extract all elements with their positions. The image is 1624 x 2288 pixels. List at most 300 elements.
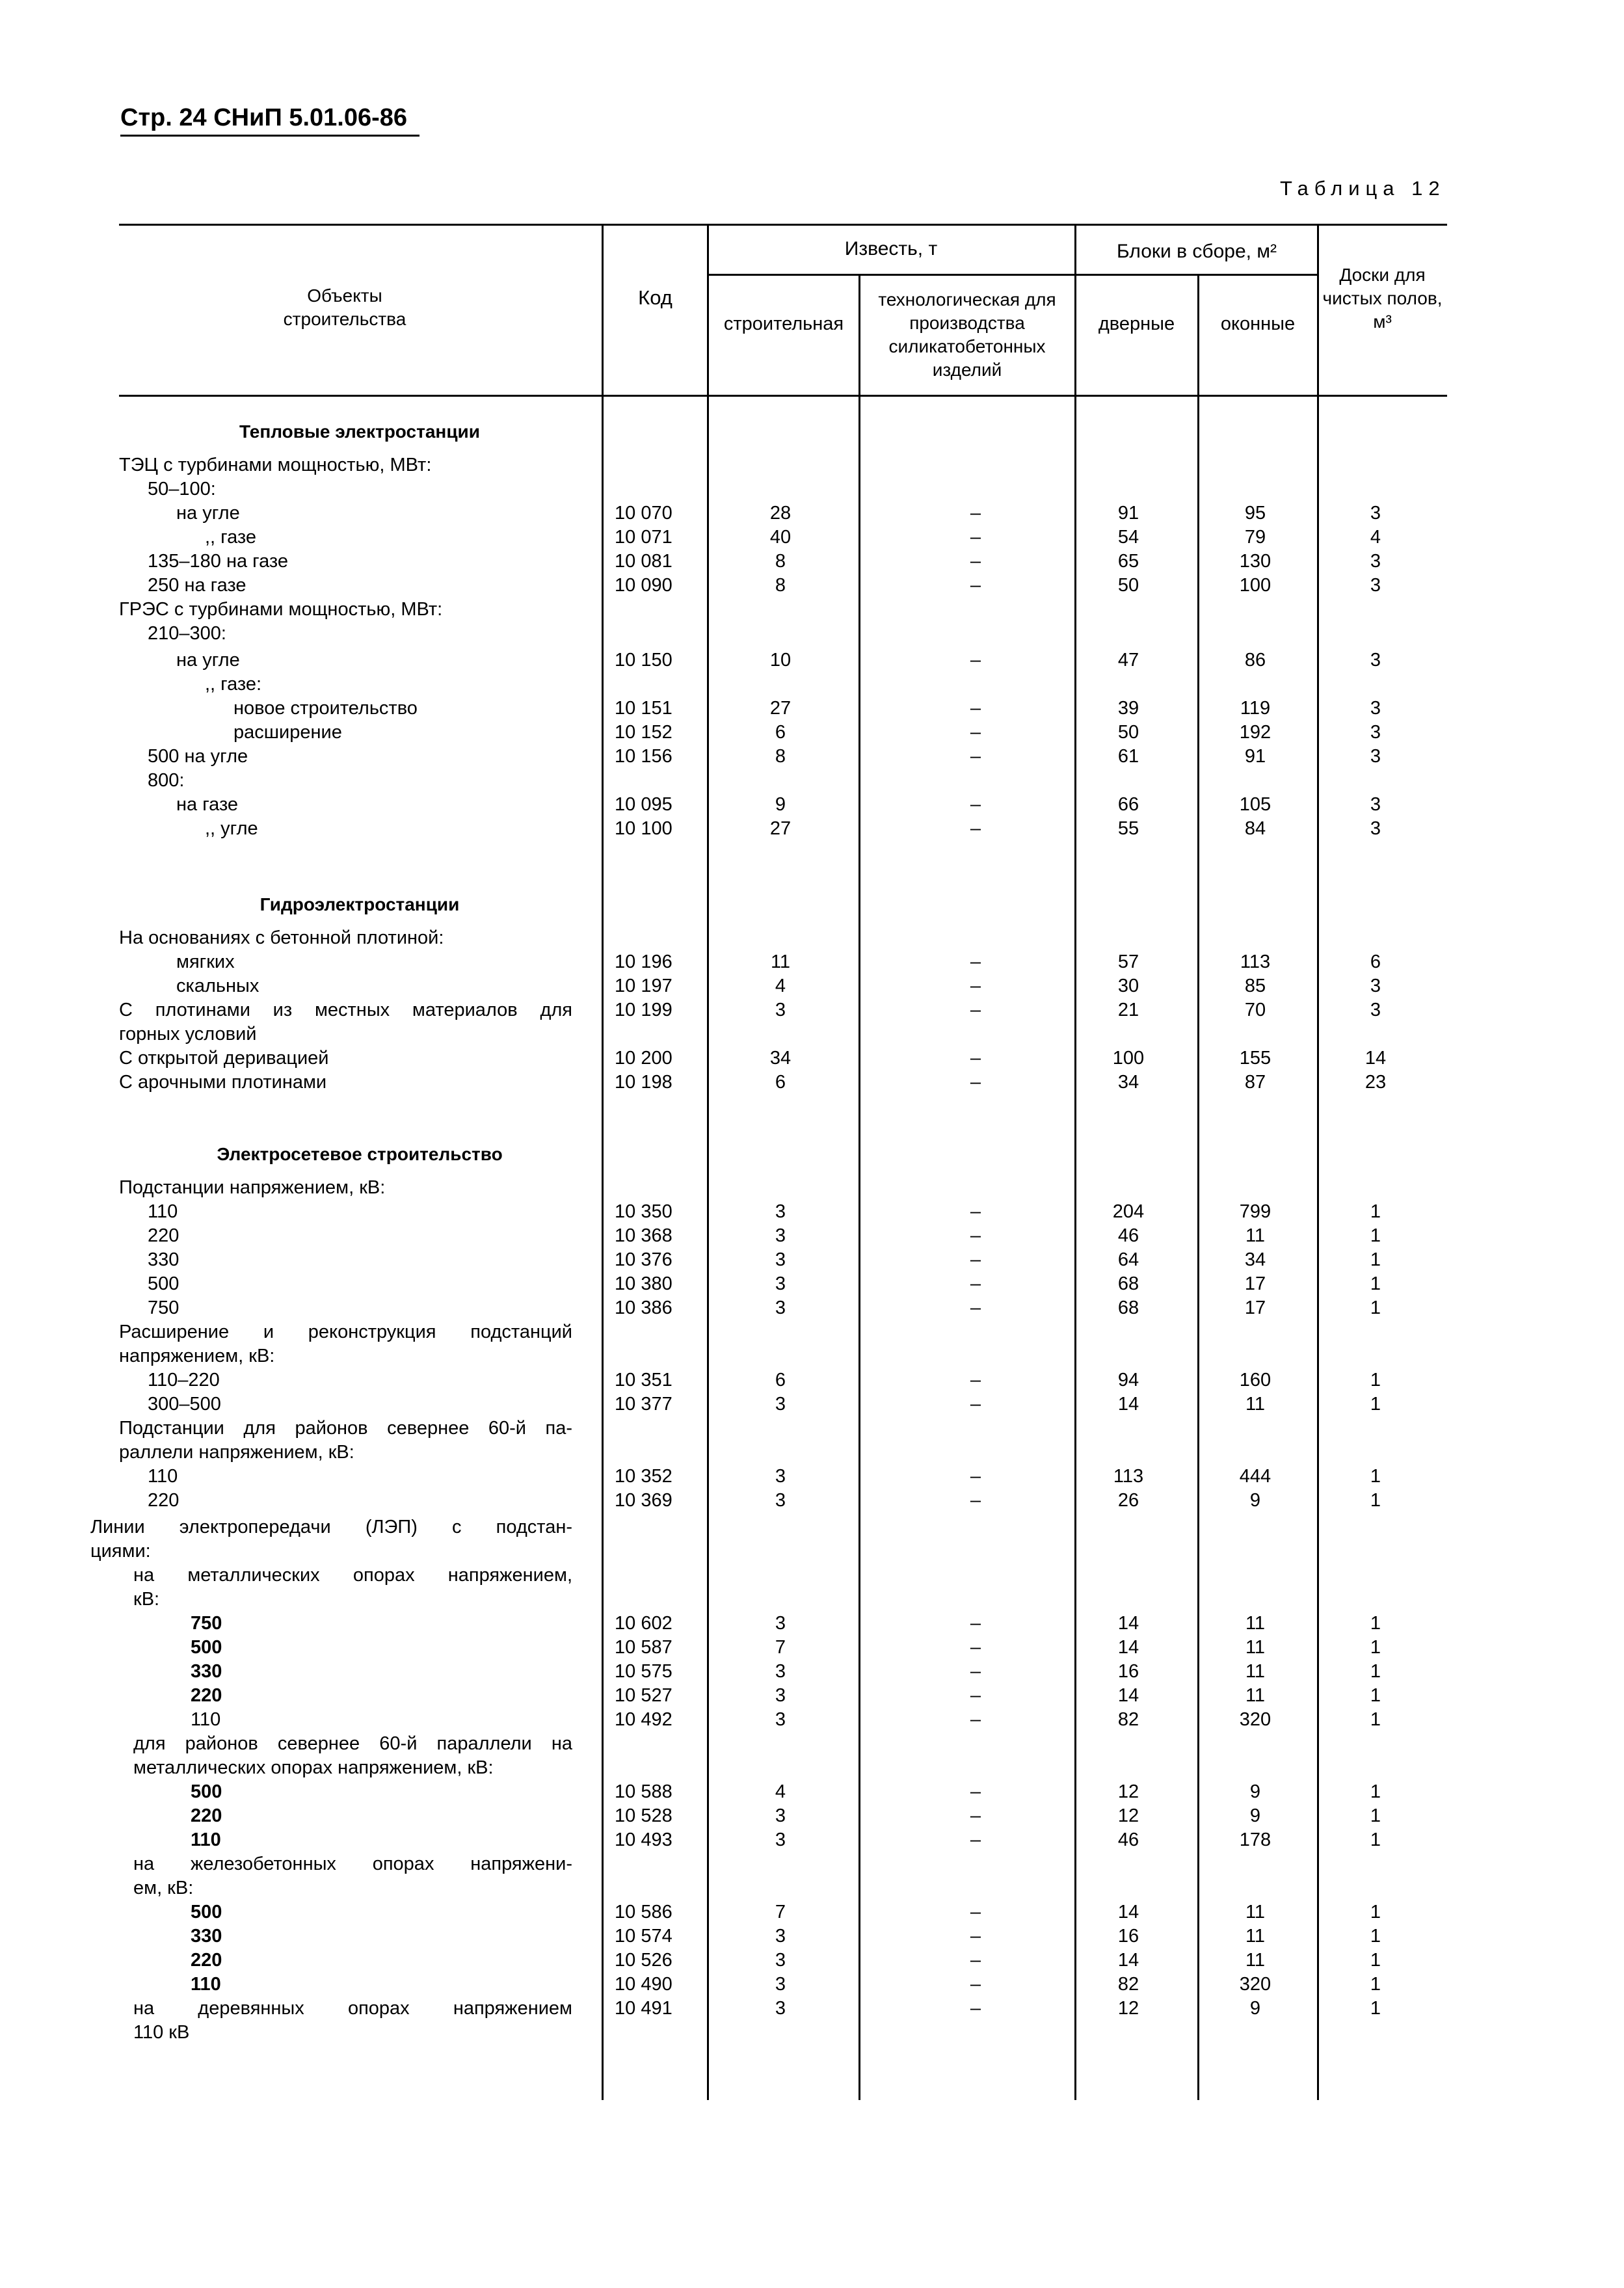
row-label: 500 [191, 1637, 222, 1658]
boards-value: 1 [1370, 1394, 1381, 1415]
table-row [0, 1539, 1624, 1563]
lime-tech-value: – [970, 976, 981, 996]
section-title: Гидроэлектростанции [260, 894, 460, 914]
boards-value: 1 [1370, 1781, 1381, 1802]
window-blocks-value: 130 [1239, 551, 1271, 572]
lime-building-value: 3 [775, 1926, 786, 1947]
door-blocks-value: 64 [1117, 1249, 1139, 1270]
row-label: 110 [191, 1709, 221, 1730]
row-label: на угле [176, 503, 240, 524]
lime-tech-value: – [970, 1685, 981, 1706]
boards-value: 1 [1370, 1950, 1381, 1971]
lime-tech-value: – [970, 722, 981, 743]
table-row [0, 1465, 1624, 1489]
lime-tech-value: – [970, 1490, 981, 1511]
row-code: 10 490 [615, 1974, 672, 1995]
row-code: 10 386 [615, 1297, 672, 1318]
row-code: 10 197 [615, 976, 672, 996]
row-code: 10 070 [615, 503, 672, 524]
boards-value: 23 [1364, 1072, 1387, 1093]
window-blocks-value: 87 [1244, 1072, 1266, 1093]
lime-tech-value: – [970, 1370, 981, 1390]
row-label: 110 [148, 1466, 178, 1487]
table-row [0, 622, 1624, 646]
lime-tech-value: – [970, 575, 981, 596]
table-row [0, 477, 1624, 501]
lime-tech-value: – [970, 818, 981, 839]
row-label: на железобетонных опорах напряжени- [133, 1854, 572, 1874]
lime-tech-value: – [970, 794, 981, 815]
row-label: Подстанции для районов севернее 60-й па- [119, 1418, 572, 1439]
section-title: Электросетевое строительство [217, 1144, 503, 1164]
table-row [0, 1071, 1624, 1095]
lime-building-value: 3 [775, 1950, 786, 1971]
section-heading-row [0, 1142, 1624, 1166]
lime-tech-value: – [970, 1661, 981, 1682]
door-blocks-value: 26 [1117, 1490, 1139, 1511]
table-row [0, 1588, 1624, 1612]
window-blocks-value: 11 [1245, 1394, 1266, 1415]
table-number: Таблица 12 [1280, 177, 1446, 200]
row-code: 10 369 [615, 1490, 672, 1511]
boards-value: 1 [1370, 1974, 1381, 1995]
table-row [0, 598, 1624, 622]
window-blocks-value: 444 [1239, 1466, 1271, 1487]
table-row [0, 1660, 1624, 1684]
window-blocks-value: 85 [1244, 976, 1266, 996]
door-blocks-value: 100 [1112, 1048, 1145, 1069]
lime-tech-value: – [970, 1297, 981, 1318]
lime-tech-value: – [970, 1072, 981, 1093]
door-blocks-value: 50 [1117, 575, 1139, 596]
row-label: ,, угле [205, 818, 258, 839]
table-row [0, 648, 1624, 672]
window-blocks-value: 178 [1239, 1829, 1271, 1850]
lime-building-value: 3 [775, 1974, 786, 1995]
row-label: 220 [148, 1490, 180, 1511]
table-row [0, 1489, 1624, 1513]
lime-tech-value: – [970, 1613, 981, 1634]
table-row [0, 1176, 1624, 1200]
lime-building-value: 6 [775, 1072, 786, 1093]
window-blocks-value: 11 [1245, 1685, 1266, 1706]
window-blocks-value: 320 [1239, 1709, 1271, 1730]
table-row [0, 574, 1624, 598]
boards-value: 1 [1370, 1902, 1381, 1922]
table-row [0, 1563, 1624, 1588]
row-code: 10 587 [615, 1637, 672, 1658]
window-blocks-value: 84 [1244, 818, 1266, 839]
lime-building-value: 3 [775, 1661, 786, 1682]
lime-tech-value: – [970, 1974, 981, 1995]
lime-tech-value: – [970, 551, 981, 572]
row-code: 10 156 [615, 746, 672, 767]
row-label: 500 на угле [148, 746, 248, 767]
row-code: 10 574 [615, 1926, 672, 1947]
boards-value: 1 [1370, 1998, 1381, 2019]
table-top-rule [119, 224, 1447, 226]
boards-value: 1 [1370, 1709, 1381, 1730]
table-row [0, 1515, 1624, 1539]
row-label: на деревянных опорах напряжением [133, 1998, 572, 2019]
row-label: 750 [148, 1297, 180, 1318]
row-label: для районов севернее 60-й параллели на [133, 1733, 572, 1754]
lime-building-value: 3 [775, 1249, 786, 1270]
table-row [0, 1200, 1624, 1224]
lime-tech-value: – [970, 1201, 981, 1222]
boards-value: 1 [1370, 1805, 1381, 1826]
table-row [0, 950, 1624, 974]
table-row [0, 1612, 1624, 1636]
boards-value: 3 [1370, 503, 1381, 524]
lime-building-value: 3 [775, 1297, 786, 1318]
boards-value: 1 [1370, 1249, 1381, 1270]
table-row [0, 1900, 1624, 1924]
row-code: 10 200 [615, 1048, 672, 1069]
row-label: мягких [176, 951, 235, 972]
boards-value: 14 [1364, 1048, 1387, 1069]
row-code: 10 586 [615, 1902, 672, 1922]
window-blocks-value: 11 [1245, 1902, 1266, 1922]
row-label: Подстанции напряжением, кВ: [119, 1177, 386, 1198]
window-blocks-value: 11 [1245, 1225, 1266, 1246]
table-row [0, 525, 1624, 550]
row-label: на металлических опорах напряжением, [133, 1565, 572, 1586]
section-heading-row [0, 419, 1624, 444]
boards-value: 1 [1370, 1829, 1381, 1850]
row-label: 220 [148, 1225, 180, 1246]
boards-value: 3 [1370, 650, 1381, 671]
boards-value: 1 [1370, 1637, 1381, 1658]
table-row [0, 817, 1624, 841]
table-row [0, 1973, 1624, 1997]
lime-building-value: 3 [775, 1466, 786, 1487]
table-row [0, 1852, 1624, 1876]
table-row [0, 2021, 1624, 2045]
window-blocks-value: 34 [1244, 1249, 1266, 1270]
row-label: Расширение и реконструкция подстанций [119, 1322, 572, 1342]
blocks-subheader-rule [1074, 274, 1318, 276]
boards-value: 3 [1370, 575, 1381, 596]
row-label: 110 [191, 1829, 221, 1850]
door-blocks-value: 204 [1112, 1201, 1145, 1222]
window-blocks-value: 113 [1240, 951, 1271, 972]
row-code: 10 491 [615, 1998, 672, 2019]
lime-tech-value: – [970, 1902, 981, 1922]
door-blocks-value: 91 [1117, 503, 1139, 524]
lime-tech-value: – [970, 1709, 981, 1730]
section-heading-row [0, 892, 1624, 916]
window-blocks-value: 86 [1244, 650, 1266, 671]
lime-tech-value: – [970, 698, 981, 719]
boards-value: 1 [1370, 1661, 1381, 1682]
table-row [0, 1756, 1624, 1780]
table-row [0, 672, 1624, 697]
table-row [0, 721, 1624, 745]
table-row [0, 1708, 1624, 1732]
row-label: на угле [176, 650, 240, 671]
table-row [0, 1441, 1624, 1465]
row-label: Линии электропередачи (ЛЭП) с подстан- [90, 1517, 572, 1537]
door-blocks-value: 68 [1117, 1297, 1139, 1318]
door-blocks-value: 68 [1117, 1273, 1139, 1294]
row-label: ем, кВ: [133, 1878, 194, 1898]
lime-building-value: 3 [775, 1490, 786, 1511]
window-blocks-value: 9 [1249, 1998, 1261, 2019]
window-blocks-value: 11 [1245, 1950, 1266, 1971]
door-blocks-value: 55 [1117, 818, 1139, 839]
lime-building-value: 8 [775, 551, 786, 572]
door-blocks-value: 12 [1117, 1805, 1139, 1826]
lime-building-value: 3 [775, 1000, 786, 1020]
table-row [0, 745, 1624, 769]
window-blocks-value: 95 [1244, 503, 1266, 524]
row-label: 110 [148, 1201, 178, 1222]
row-code: 10 152 [615, 722, 672, 743]
window-blocks-value: 155 [1239, 1048, 1271, 1069]
row-label: 50–100: [148, 479, 216, 499]
row-label: 110 [191, 1974, 221, 1995]
door-blocks-value: 21 [1117, 1000, 1139, 1020]
row-label: 500 [191, 1781, 222, 1802]
row-label: ,, газе [205, 527, 257, 548]
row-label: на газе [176, 794, 239, 815]
table-row [0, 1320, 1624, 1344]
table-row [0, 1022, 1624, 1046]
table-row [0, 1924, 1624, 1949]
row-label: 250 на газе [148, 575, 246, 596]
lime-building-value: 3 [775, 1613, 786, 1634]
lime-tech-value: – [970, 650, 981, 671]
lime-building-value: 3 [775, 1201, 786, 1222]
boards-value: 3 [1370, 722, 1381, 743]
table-row [0, 1949, 1624, 1973]
row-code: 10 081 [615, 551, 672, 572]
boards-value: 4 [1370, 527, 1381, 548]
row-code: 10 095 [615, 794, 672, 815]
row-label: На основаниях с бетонной плотиной: [119, 927, 444, 948]
table-row [0, 1828, 1624, 1852]
lime-building-value: 3 [775, 1685, 786, 1706]
lime-tech-value: – [970, 951, 981, 972]
window-blocks-value: 11 [1245, 1926, 1266, 1947]
row-label: раллели напряжением, кВ: [119, 1442, 354, 1463]
table-row [0, 1272, 1624, 1296]
row-label: 330 [148, 1249, 180, 1270]
lime-building-value: 11 [770, 951, 791, 972]
lime-building-value: 3 [775, 1225, 786, 1246]
lime-tech-value: – [970, 527, 981, 548]
row-label: ГРЭС с турбинами мощностью, МВт: [119, 599, 443, 620]
window-blocks-value: 799 [1239, 1201, 1271, 1222]
row-code: 10 100 [615, 818, 672, 839]
table-row [0, 1780, 1624, 1804]
table-row [0, 926, 1624, 950]
door-blocks-value: 14 [1117, 1613, 1139, 1634]
window-blocks-value: 119 [1240, 698, 1271, 719]
header-blocks-window: оконные [1220, 313, 1296, 334]
door-blocks-value: 14 [1117, 1902, 1139, 1922]
row-label: 110 кВ [133, 2022, 190, 2043]
table-row [0, 1296, 1624, 1320]
row-label: 220 [191, 1950, 222, 1971]
table-row [0, 1046, 1624, 1071]
door-blocks-value: 14 [1117, 1637, 1139, 1658]
row-code: 10 376 [615, 1249, 672, 1270]
lime-tech-value: – [970, 1048, 981, 1069]
row-label: 500 [148, 1273, 180, 1294]
boards-value: 3 [1370, 976, 1381, 996]
window-blocks-value: 11 [1245, 1637, 1266, 1658]
lime-subheader-rule [707, 274, 1074, 276]
boards-value: 1 [1370, 1926, 1381, 1947]
row-code: 10 150 [615, 650, 672, 671]
door-blocks-value: 14 [1117, 1394, 1139, 1415]
boards-value: 1 [1370, 1297, 1381, 1318]
table-row [0, 1417, 1624, 1441]
window-blocks-value: 100 [1239, 575, 1271, 596]
lime-tech-value: – [970, 746, 981, 767]
lime-tech-value: – [970, 1225, 981, 1246]
boards-value: 3 [1370, 698, 1381, 719]
row-label: 330 [191, 1661, 222, 1682]
window-blocks-value: 70 [1244, 1000, 1266, 1020]
row-label: 300–500 [148, 1394, 221, 1415]
table-row [0, 1684, 1624, 1708]
row-label: С арочными плотинами [119, 1072, 327, 1093]
lime-building-value: 6 [775, 1370, 786, 1390]
door-blocks-value: 16 [1117, 1661, 1139, 1682]
row-code: 10 090 [615, 575, 672, 596]
row-code: 10 380 [615, 1273, 672, 1294]
table-row [0, 769, 1624, 793]
boards-value: 3 [1370, 1000, 1381, 1020]
row-label: 135–180 на газе [148, 551, 288, 572]
boards-value: 6 [1370, 951, 1381, 972]
table-row [0, 1344, 1624, 1368]
boards-value: 3 [1370, 794, 1381, 815]
window-blocks-value: 17 [1244, 1297, 1266, 1318]
lime-tech-value: – [970, 1637, 981, 1658]
table-row [0, 1804, 1624, 1828]
table-row [0, 697, 1624, 721]
table-row [0, 501, 1624, 525]
row-code: 10 602 [615, 1613, 672, 1634]
lime-building-value: 4 [775, 976, 786, 996]
lime-building-value: 8 [775, 746, 786, 767]
row-label: 110–220 [148, 1370, 220, 1390]
boards-value: 1 [1370, 1685, 1381, 1706]
row-code: 10 199 [615, 1000, 672, 1020]
lime-tech-value: – [970, 1950, 981, 1971]
row-label: 220 [191, 1685, 222, 1706]
door-blocks-value: 94 [1117, 1370, 1139, 1390]
table-row [0, 1368, 1624, 1392]
row-code: 10 352 [615, 1466, 672, 1487]
header-blocks-door: дверные [1098, 313, 1175, 334]
door-blocks-value: 82 [1117, 1709, 1139, 1730]
door-blocks-value: 113 [1113, 1466, 1144, 1487]
row-label: расширение [233, 722, 342, 743]
door-blocks-value: 16 [1117, 1926, 1139, 1947]
lime-building-value: 3 [775, 1273, 786, 1294]
lime-building-value: 10 [769, 650, 792, 671]
table-row [0, 1732, 1624, 1756]
table-row [0, 998, 1624, 1022]
window-blocks-value: 9 [1249, 1781, 1261, 1802]
door-blocks-value: 46 [1117, 1225, 1139, 1246]
window-blocks-value: 105 [1239, 794, 1271, 815]
boards-value: 1 [1370, 1466, 1381, 1487]
door-blocks-value: 65 [1117, 551, 1139, 572]
lime-building-value: 3 [775, 1829, 786, 1850]
boards-value: 3 [1370, 551, 1381, 572]
lime-tech-value: – [970, 1926, 981, 1947]
table-row [0, 1392, 1624, 1417]
row-label: напряжением, кВ: [119, 1346, 275, 1366]
door-blocks-value: 47 [1117, 650, 1139, 671]
row-label: С открытой деривацией [119, 1048, 329, 1069]
row-code: 10 528 [615, 1805, 672, 1826]
row-code: 10 377 [615, 1394, 672, 1415]
boards-value: 1 [1370, 1490, 1381, 1511]
row-label: скальных [176, 976, 260, 996]
lime-building-value: 27 [769, 818, 792, 839]
lime-building-value: 3 [775, 1805, 786, 1826]
window-blocks-value: 11 [1245, 1613, 1266, 1634]
lime-building-value: 7 [775, 1902, 786, 1922]
table-row [0, 550, 1624, 574]
lime-tech-value: – [970, 1829, 981, 1850]
table-row [0, 453, 1624, 477]
header-code: Код [638, 286, 672, 309]
lime-building-value: 3 [775, 1709, 786, 1730]
door-blocks-value: 61 [1117, 746, 1139, 767]
lime-tech-value: – [970, 1998, 981, 2019]
row-label: 800: [148, 770, 185, 791]
boards-value: 1 [1370, 1273, 1381, 1294]
lime-building-value: 7 [775, 1637, 786, 1658]
lime-tech-value: – [970, 1781, 981, 1802]
row-code: 10 198 [615, 1072, 672, 1093]
header-lime-tech: технологическая для производства силикатобетонных изделий [878, 289, 1056, 380]
lime-building-value: 34 [769, 1048, 792, 1069]
lime-tech-value: – [970, 503, 981, 524]
lime-tech-value: – [970, 1000, 981, 1020]
row-label: металлических опорах напряжением, кВ: [133, 1757, 494, 1778]
boards-value: 3 [1370, 746, 1381, 767]
row-label: кВ: [133, 1589, 160, 1610]
window-blocks-value: 79 [1244, 527, 1266, 548]
row-code: 10 151 [615, 698, 672, 719]
row-label: 500 [191, 1902, 222, 1922]
window-blocks-value: 320 [1239, 1974, 1271, 1995]
lime-building-value: 28 [769, 503, 792, 524]
boards-value: 1 [1370, 1201, 1381, 1222]
window-blocks-value: 160 [1239, 1370, 1271, 1390]
door-blocks-value: 12 [1117, 1998, 1139, 2019]
row-code: 10 493 [615, 1829, 672, 1850]
door-blocks-value: 66 [1117, 794, 1139, 815]
door-blocks-value: 39 [1117, 698, 1139, 719]
boards-value: 3 [1370, 818, 1381, 839]
lime-tech-value: – [970, 1273, 981, 1294]
table-header-bottom-rule [119, 395, 1447, 397]
row-code: 10 575 [615, 1661, 672, 1682]
row-code: 10 351 [615, 1370, 672, 1390]
header-lime: Известь, т [844, 238, 938, 259]
lime-tech-value: – [970, 1805, 981, 1826]
